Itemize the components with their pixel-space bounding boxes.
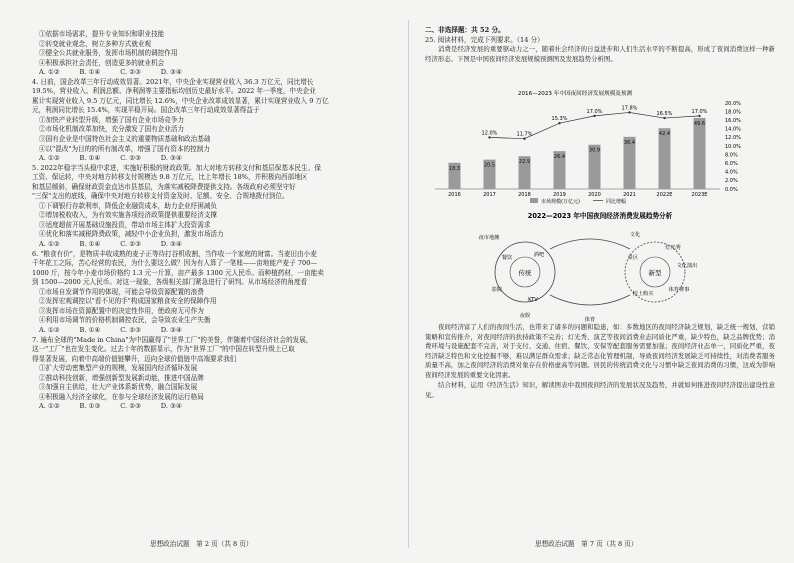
right-axis-tick: 4.0% — [725, 169, 738, 176]
x-tick-label: 2022E — [656, 192, 673, 198]
text-line: 这一"工厂"也在发生变化。过去十年的数据显示，作为"世界工厂"的中国在转型升级上已取 — [32, 345, 295, 354]
new-item-label: 体育赛事 — [668, 287, 690, 293]
text-line: A. ①② B. ①④ C. ②③ D. ③④ — [39, 325, 182, 334]
new-item-label: 灯光秀 — [665, 245, 681, 251]
x-tick-label: 2023E — [691, 192, 708, 198]
right-axis-tick: 0.0% — [725, 186, 738, 193]
text-line: A. ①② B. ①③ C. ②③ D. ③④ — [39, 402, 182, 411]
left-footer: 思想政治试题 第 2 页（共 8 页） — [150, 540, 253, 548]
text-line: ②推动科技创新，增强创新型发展新动能，推进中国品牌 — [39, 373, 204, 382]
text-line: ④利用市场调节的价格机制调控农民，会导致农业生产失衡 — [39, 316, 211, 325]
legend-bar-label: 市场规模(万亿元) — [541, 199, 580, 205]
legend-bar-swatch — [530, 198, 538, 203]
text-line: ①依据市场需求，提升专业知识和职业技能 — [39, 30, 165, 38]
upper-arrow — [550, 239, 630, 249]
traditional-item-label: 餐饮 — [501, 255, 513, 261]
traditional-item-label: 酒吧 — [533, 252, 545, 258]
text-line: ③健全公共就业服务，发挥市场机制的调控作用 — [39, 49, 178, 58]
new-item-label: 文化演出 — [676, 263, 698, 269]
text-line: ①扩大劳动密集型产业的规模，发展国内经济循环发展 — [39, 364, 198, 373]
bar-value-label: 49.6 — [693, 120, 706, 127]
text-line: ②增加税收收入，为有效实施各项经济政策提供重要经济支撑 — [39, 211, 218, 220]
question-intro: 25. 阅读材料，完成下列要求。（14 分） — [425, 35, 544, 44]
right-axis-tick: 8.0% — [725, 152, 738, 159]
text-line: ④积极承担社会责任，创造更多的就业机会 — [39, 58, 165, 67]
line-value-label: 12.0% — [481, 130, 498, 137]
right-axis-tick: 10.0% — [725, 143, 741, 150]
bar-value-label: 42.4 — [658, 131, 671, 138]
text-line: ④以"混改"为目的的所有制改革，增强了国有资本的控制力 — [39, 144, 210, 153]
diagram-title: 2022—2023 年中国夜间经济消费发展趋势分析 — [527, 212, 673, 220]
text-line: ③发挥市场在资源配置中的决定性作用，使政府无可作为 — [39, 306, 204, 315]
new-label: 新型 — [648, 269, 662, 277]
line-value-label: 11.7% — [516, 131, 533, 138]
text-line: ④积极融入经济全球化，在参与全球经济发展的运行格局 — [39, 392, 204, 401]
traditional-item-label: 夜市地摊 — [478, 235, 500, 241]
text-line: 4. 日前，国企改革三年行动成效显著。2021年，中央企业实现营业收入 36.3 万亿元，同比增长 — [32, 77, 314, 86]
traditional-item-label: 影院 — [491, 287, 503, 293]
right-footer: 思想政治试题 第 7 页（共 8 页） — [535, 540, 638, 548]
analysis-text: 夜间经济富了人们的夜间生活，也带来了诸多的问题和隐患，如：多数地区的夜间经济缺乏规划，缺乏统一规划，营销策略和宣传推介，对夜间经济的扶持政策不完善；灯光秀、演艺等夜间消费业态同质化严重，缺少特色，缺乏品牌优势；消费环境与设施配套不完善，对于支付、交通、住宿、餐饮、安保等配套服务需要加强；夜间经济业态单一，同质化严重，夜经济缺乏特色和文化挖掘不够，难以满足群众需求；缺乏常态化管理机制，导致夜间经济发展缺乏可持续性，对消费者服务质量不高，加之夜间经济的消费对象存在价格虚高等问题。居民的传统消费文化与习惯中缺乏夜间消费的习惯，这成为影响夜间经济发展的重要文化因素。 — [425, 323, 775, 379]
chart-title: 2016—2023 年中国夜间经济发展规模及预测 — [517, 91, 633, 97]
text-line: 到 1500—2000 元人民币。对这一现象，各级相关部门紧急进行了研判。从市场经济的角度看 — [32, 278, 308, 287]
right-axis-tick: 6.0% — [725, 161, 738, 167]
text-line: ②市场化机制改革加快，充分激发了国有企业活力 — [39, 125, 185, 134]
text-line: 工资、保运转，中央对地方转移支付规模达 9.8 万亿元，比上年增长 18%，并积极向西部地区 — [32, 173, 308, 182]
traditional-label: 传统 — [518, 269, 532, 277]
line-value-label: 16.5% — [656, 111, 673, 118]
text-line: ①下调银行存款利率，降低企业融资成本，助力企业纾困减负 — [39, 201, 218, 210]
bar — [659, 128, 671, 189]
text-line: ②发挥宏观调控以"看不见的手"构成国家粮食安全的保障作用 — [39, 297, 217, 306]
x-tick-label: 2021 — [623, 192, 636, 198]
text-line: 得显著发展，向着中高端价值链攀升，迈向全球价值链中高端要求我们 — [32, 354, 237, 363]
new-item-label: 文化 — [629, 232, 641, 238]
x-tick-label: 2018 — [518, 192, 531, 198]
left-page — [32, 30, 396, 412]
text-line: A. ①② B. ①④ C. ②③ D. ③④ — [39, 68, 182, 77]
text-line: 6. "粮食有价"，是物质丰收成熟的麦子正等待打谷机收割，当作收一个家庭的财富。当麦田由小麦 — [32, 249, 317, 258]
material-intro: 消费是经济发展的重要驱动力之一，随着社会经济的日益进步和人们生活水平的不断提高，形成了夜间消费这样一种新经济形态。下图是中国夜间经济发展规模预测图及发展趋势分析图。 — [425, 45, 775, 63]
text-line: ①加快产业转型升级，增强了国有企业市场竞争力 — [39, 115, 185, 124]
section-title: 二、非选择题：共 52 分。 — [425, 26, 505, 34]
line-value-label: 17.0% — [586, 108, 603, 115]
text-line: 1000 斤，按今年小麦市场价格约 1.3 元一斤算，亩产最多 1300 元人民币。而种植药材，一亩能卖 — [32, 268, 324, 277]
x-tick-label: 2016 — [448, 192, 461, 198]
text-line: ④优化和落实减税降费政策，减轻中小企业负担，激发市场活力 — [39, 230, 224, 239]
text-line: 元，利润同比增长 15.4%，实现平稳开局。国企改革三年行动成效显著得益于 — [32, 106, 260, 115]
consumption-trend-diagram — [425, 209, 775, 325]
text-line: ③国有企业是中国特色社会主义的重要物质基础和政治基础 — [39, 135, 211, 144]
right-axis-tick: 20.0% — [725, 100, 741, 107]
text-line: "三保"支出的底线，确保中央对地方转移支付资金及时、足额、安全、合规地拨付到位。 — [32, 192, 289, 201]
text-line: 5. 2022年稳字当头稳中求进，实施好积极的财政政策。加大对地方转移支付和基层保基本民生、保 — [32, 163, 321, 172]
lower-arrow — [550, 295, 630, 305]
analysis-block — [425, 323, 775, 400]
bar — [694, 118, 706, 189]
text-line: A. ①② B. ①④ C. ②③ D. ③④ — [39, 240, 182, 249]
right-axis-tick: 18.0% — [725, 109, 741, 116]
x-tick-label: 2017 — [483, 192, 496, 198]
right-axis-tick: 16.0% — [725, 118, 741, 124]
right-axis-tick: 2.0% — [725, 178, 738, 185]
text-line: 19.5%，营业收入、利润总额、净利润等主要指标均创历史最好水平。2022 年一季度，中央企业 — [32, 87, 316, 96]
right-axis-tick: 14.0% — [725, 126, 741, 133]
text-line: A. ①② B. ①④ C. ②③ D. ③④ — [39, 154, 182, 163]
text-line: ②转变就业观念，树立多种方式就业观 — [39, 39, 152, 48]
arrow-label: 体育 — [584, 317, 596, 323]
right-axis-tick: 12.0% — [725, 135, 741, 142]
line-value-label: 15.3% — [551, 116, 568, 123]
new-item-label: 校上购买 — [632, 291, 654, 297]
task-text: 结合材料，运用《经济生活》知识，解读图表中我国夜间经济的发展状况及趋势，并就如何推进夜间经济提出建设性意见。 — [425, 381, 775, 399]
right-page — [425, 26, 775, 64]
text-line: 千年花工之际，苦心经营的农民，为什么要这么做？因为有人算了一笔账——亩地能产麦子 700— — [32, 259, 318, 268]
line-value-label: 17.0% — [691, 108, 708, 115]
text-line: ③适度超前开展基础设施投资，带动市场主体扩大投资需求 — [39, 220, 211, 229]
legend-line-label: 同比增幅 — [606, 199, 627, 205]
text-line: ③加强自主供给，壮大产业体系新优势，融合国际发展 — [39, 383, 198, 392]
text-line: 7. 遍布全球的"Made in China"为中国赢得了"世界工厂"的美誉，伴随着中国经济社会的发展， — [32, 335, 313, 344]
traditional-item-label: KTV — [528, 297, 538, 303]
bar-value-label: 22.9 — [518, 159, 531, 166]
x-tick-label: 2019 — [553, 192, 566, 198]
page-divider — [408, 20, 409, 548]
bar-value-label: 18.3 — [448, 165, 461, 172]
line-value-label: 17.8% — [621, 105, 638, 112]
bar-value-label: 36.4 — [623, 139, 636, 146]
text-line: ①市场自发调节作用的体现，可能会导致资源配置的浪费 — [39, 287, 204, 296]
bar-value-label: 30.9 — [588, 147, 601, 154]
text-line: 和基层倾斜，确保财政资金直达市县基层，为落实减税降费提供支持。各级政府必须坚守好 — [32, 182, 296, 191]
text-line: 累计实现营业收入 9.5 万亿元，同比增长 12.6%，中央企业改革成效显著，累计实现营业收入 9 万亿 — [32, 96, 329, 105]
bar-value-label: 26.4 — [553, 154, 566, 161]
new-item-label: 景区 — [627, 255, 639, 261]
night-economy-chart — [425, 86, 775, 211]
bar-value-label: 20.5 — [483, 162, 496, 169]
x-tick-label: 2020 — [588, 192, 601, 198]
arrow-label: 夜娱 — [519, 313, 531, 319]
